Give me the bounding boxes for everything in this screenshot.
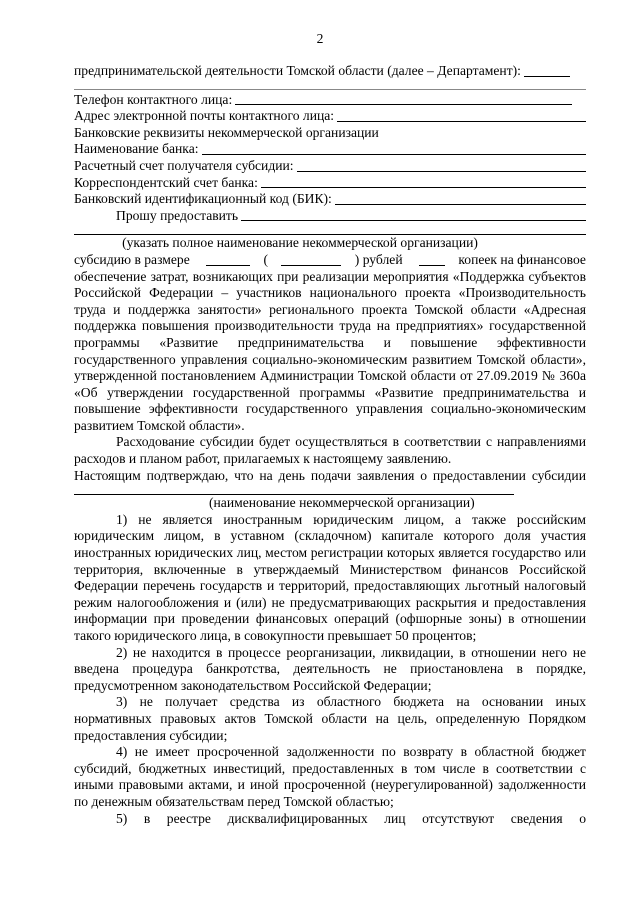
request-label: Прошу предоставить — [116, 207, 239, 223]
list-item: 3) не получает средства из областного бюджета на основании иных нормативных правовых актов Томской области на цель, определенную Порядком предоставления субсидии; — [74, 694, 586, 743]
amount-text-3: ) рублей — [354, 251, 403, 267]
email-row — [74, 108, 586, 125]
phone-row — [74, 92, 586, 109]
account-label: Расчетный счет получателя субсидии: — [74, 157, 294, 173]
phone-field[interactable] — [235, 104, 572, 105]
list-item: 2) не находится в процессе реорганизации, ликвидации, в отношении него не введена процедура банкротства, деятельность не приостановлена в порядке, предусмотренном законодательством Российской Федерации; — [74, 644, 586, 693]
amount-text-4: копеек на финансовое — [458, 251, 586, 267]
bik-field[interactable] — [335, 204, 586, 205]
org-hint-row — [74, 495, 586, 512]
department-line — [74, 63, 586, 80]
expenses-paragraph: Расходование субсидии будет осуществляться в соответствии с направлениями расходов и планом работ, прилагаемых к настоящему заявлению. — [74, 434, 586, 467]
bik-label: Банковский идентификационный код (БИК): — [74, 191, 332, 207]
corr-account-label: Корреспондентский счет банка: — [74, 174, 258, 190]
bank-details-row — [74, 125, 586, 142]
email-field[interactable] — [337, 121, 586, 122]
bik-row — [74, 191, 586, 208]
phone-label: Телефон контактного лица: — [74, 91, 233, 107]
main-paragraph: обеспечение затрат, возникающих при реализации мероприятия «Поддержка субъектов Российской Федерации – участников национального проекта «Производительность труда и поддержка занятости» регионального проекта Томской области «Адресная поддержка повышения производительности труда на предприятиях» государственной программы «Развитие предпринимательства и повышение эффективности государственного управления социально-экономическим развитием Томской области», утвержденной постановлением Администрации Томской области от 27.09.2019 № 360а «Об утверждении государственной программы «Развитие предпринимательства и повышение эффективности государственного управления социально-экономическим развитием Томской области». — [74, 268, 586, 433]
corr-account-row — [74, 175, 586, 192]
bank-name-row — [74, 141, 586, 158]
amount-words-field[interactable] — [281, 265, 341, 266]
form-content — [74, 63, 586, 827]
amount-row — [74, 252, 586, 269]
corr-account-field[interactable] — [261, 187, 586, 188]
account-field[interactable] — [297, 171, 586, 172]
email-label: Адрес электронной почты контактного лица: — [74, 108, 335, 124]
department-blank[interactable] — [524, 76, 570, 77]
bank-details-label: Банковские реквизиты некоммерческой организации — [74, 124, 379, 140]
amount-text-2: ( — [263, 251, 269, 267]
amount-rubles-field[interactable] — [206, 265, 250, 266]
page-number: 2 — [316, 31, 324, 46]
amount-kopecks-field[interactable] — [419, 265, 445, 266]
account-row — [74, 158, 586, 175]
amount-text-1: субсидию в размере — [74, 251, 190, 267]
request-row — [74, 208, 586, 225]
org-full-name-hint: (указать полное наименование некоммерческой организации) — [122, 235, 478, 251]
org-full-name-hint-row — [74, 235, 586, 252]
list-item: 4) не имеет просроченной задолженности по возврату в областной бюджет субсидий, бюджетных инвестиций, предоставленных в том числе в соответствии с иными правовыми актами, и иной просроченной (неурегулированной) задолженности по денежным обязательствам перед Томской областью; — [74, 744, 586, 809]
bank-name-label: Наименование банка: — [74, 141, 199, 157]
org-name-field[interactable] — [241, 220, 586, 221]
department-text: предпринимательской деятельности Томской области (далее – Департамент): — [74, 63, 521, 78]
list-item: 5) в реестре дисквалифицированных лиц отсутствуют сведения о — [116, 810, 586, 826]
org-hint: (наименование некоммерческой организации) — [209, 495, 475, 511]
bank-name-field[interactable] — [202, 154, 586, 155]
list-item: 1) не является иностранным юридическим лицом, а также российским юридическим лицом, в уставном (складочном) капитале которого доля участия иностранных юридических лиц, местом регистрации которых является государство или территория, включенные в утверждаемый Министерством финансов Российской Федерации перечень государств и территорий, предоставляющих льготный налоговый режим налогообложения и (или) не предусматривающих раскрытия и предоставления информации при проведении финансовых операций (офшорные зоны) в отношении такого юридического лица, в совокупности превышает 50 процентов; — [74, 511, 586, 643]
confirm-line: Настоящим подтверждаю, что на день подачи заявления о предоставлении субсидии — [74, 467, 586, 483]
